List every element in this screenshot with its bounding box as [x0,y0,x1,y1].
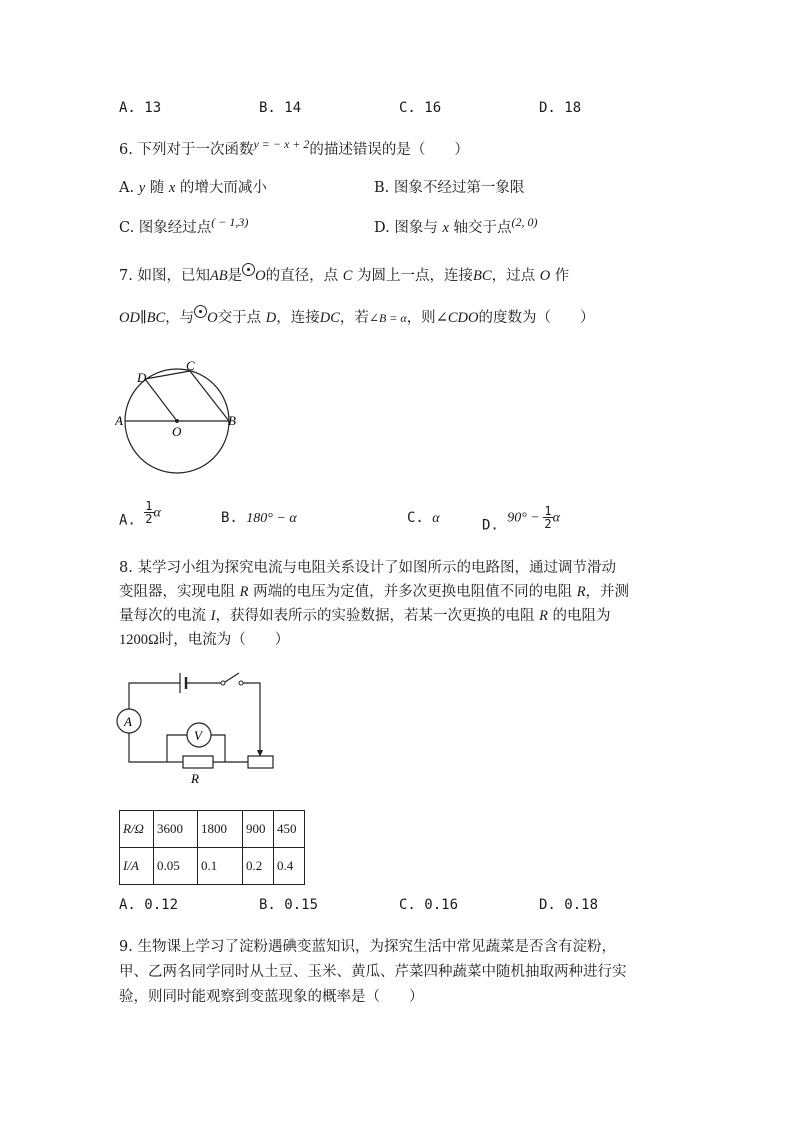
q6-formula: y = − x + 2 [253,137,310,151]
q6-d-text: 轴交于点 [448,220,512,236]
q8-l4-tail: 时，电流为（ ） [158,632,290,648]
q5-option-d: D. 18 [539,100,582,116]
q8-l2-a: 变阻器，实现电阻 [119,584,240,600]
q6-stem-tail: 的描述错误的是（ ） [309,142,469,158]
q6-stem-text: 6. 下列对于一次函数 [119,142,254,158]
q7-c: C [342,268,353,284]
q7-l1-d: ，过点 [491,268,540,284]
q7-d-label: D. [482,517,508,534]
q6-a-mid: 随 [145,180,169,196]
table-cell: 0.2 [243,848,274,885]
switch-blade [225,673,239,682]
q6-a-text: 的增大而减小 [175,180,267,196]
q6-option-a [119,176,267,197]
label-b: B [228,413,236,428]
switch-contact-right [239,681,243,685]
q8-l3-a: 量每次的电流 [119,608,211,624]
q6-d-var: x [442,220,449,236]
q6-c-text: C. 图象经过点 [119,220,212,236]
q6-a-var2: x [168,180,176,196]
label-c: C [186,358,195,373]
q6-a-label: A. [119,180,139,196]
q7-line1 [119,263,569,285]
q7-option-d [482,505,560,534]
q7-b-value: 180° − α [246,511,297,526]
q7-l1-e: 作 [550,268,570,284]
wire-top-right [243,683,260,753]
q7-l2-e: ，则 [406,310,436,326]
q9-line2: 甲、乙两名同学同时从土豆、玉米、黄瓜、芹菜四种蔬菜中随机抽取两种进行实 [119,964,627,980]
q7-d-var: α [552,510,560,526]
q8-l3-b: ，获得如表所示的实验数据，若某一次更换的电阻 [215,608,540,624]
q7-circle-o2: O [207,310,218,326]
q7-l2-b: 交于点 [217,310,266,326]
q8-line4 [119,628,289,649]
q6-option-d [374,215,537,237]
q7-l1-is: 是 [227,268,243,284]
q7-c-label: C. [407,510,433,526]
label-d: D [137,370,147,385]
q7-l1-a: 7. 如图，已知 [119,268,210,284]
q7-angle-cdo: ∠CDO [435,310,479,326]
q7-a-var: α [153,505,161,521]
circle-dot-icon [242,263,255,276]
q7-l2-a: ，与 [165,310,195,326]
q8-circuit-diagram [115,665,280,790]
q7-option-a [119,500,161,529]
segment-od [145,379,177,421]
switch-contact-left [221,681,225,685]
resistor-label: R [191,771,199,786]
table-cell: 1800 [198,811,243,848]
q7-b-label: B. [221,510,247,526]
q9-line3: 验，则同时能观察到变蓝现象的概率是（ ） [119,989,424,1005]
q6-option-b: B. 图象不经过第一象限 [374,180,525,196]
q8-line3 [119,604,611,625]
wire-bottom-left [129,733,167,762]
resistor-r [183,756,213,768]
q7-angle-b: ∠B = α [368,311,407,325]
q8-option-a: A. 0.12 [119,897,179,913]
q7-o: O [539,268,551,284]
q6-stem [119,137,469,159]
table-row [120,848,305,885]
q9-line1: 9. 生物课上学习了淀粉遇碘变蓝知识，为探究生活中常见蔬菜是否含有淀粉， [119,939,616,955]
q7-option-c [407,510,440,527]
label-a: A [115,413,123,428]
q7-c-value: α [432,511,440,526]
table-cell: 0.1 [198,848,243,885]
fraction-numerator: 1 [145,499,153,513]
q5-option-c: C. 16 [399,100,442,116]
q6-a-var: y [138,180,146,196]
fraction [144,500,153,525]
q7-l2-c: ，连接 [276,310,320,326]
q7-l2-f: 的度数为（ ） [478,310,595,326]
q8-line2 [119,580,629,601]
q8-option-d: D. 0.18 [539,897,599,913]
table-cell: 0.4 [274,848,305,885]
ammeter-label: A [124,714,132,729]
q8-r2: R [576,584,586,600]
q7-od-bc: OD∥BC [119,310,166,326]
fraction-denominator: 2 [544,517,552,531]
q7-l1-b: 的直径，点 [265,268,343,284]
table-cell: 900 [243,811,274,848]
q6-d-point: (2, 0) [511,215,538,229]
q7-a-label: A. [119,512,145,529]
q6-option-c [119,215,248,237]
q7-ab: AB [209,268,228,284]
table-row [120,811,305,848]
q7-d-value: 90° − [507,510,544,526]
q8-option-c: C. 0.16 [399,897,459,913]
fraction-numerator: 1 [544,504,552,518]
table-cell: 450 [274,811,305,848]
label-o: O [172,424,182,439]
q8-resistance-value: 1200Ω [119,632,159,648]
q8-l2-b: 两端的电压为定值，并多次更换电阻值不同的电阻 [248,584,577,600]
rheostat [248,756,273,768]
q7-circle-o: O [255,268,266,284]
q7-l2-d: ，若 [339,310,369,326]
q8-r1: R [239,584,249,600]
fraction-denominator: 2 [145,512,153,526]
q7-line2 [119,305,594,327]
q6-c-point: ( − 1,3) [211,215,249,229]
q5-option-a: A. 13 [119,100,162,116]
voltmeter-label: V [194,728,202,743]
table-header-r: R/Ω [120,811,154,848]
q6-d-label: D. 图象与 [374,220,443,236]
q7-option-b [221,510,297,527]
q8-i: I [210,608,216,624]
q8-data-table [119,810,305,885]
q7-dc: DC [319,310,340,326]
fraction [543,505,552,530]
wire-top-left [129,683,180,709]
q8-l2-c: ，并测 [585,584,630,600]
q8-line1: 8. 某学习小组为探究电流与电阻关系设计了如图所示的电路图，通过调节滑动 [119,560,616,576]
q5-option-b: B. 14 [259,100,302,116]
q7-d: D [265,310,277,326]
table-cell: 3600 [154,811,198,848]
circle-dot-icon [194,305,207,318]
center-point [175,419,179,423]
table-header-i: I/A [120,848,154,885]
q8-l3-c: 的电阻为 [547,608,611,624]
q8-option-b: B. 0.15 [259,897,319,913]
q7-bc: BC [473,268,492,284]
q7-circle-figure [115,355,245,475]
q8-r3: R [539,608,548,624]
table-cell: 0.05 [154,848,198,885]
q7-l1-c: 为圆上一点，连接 [352,268,474,284]
